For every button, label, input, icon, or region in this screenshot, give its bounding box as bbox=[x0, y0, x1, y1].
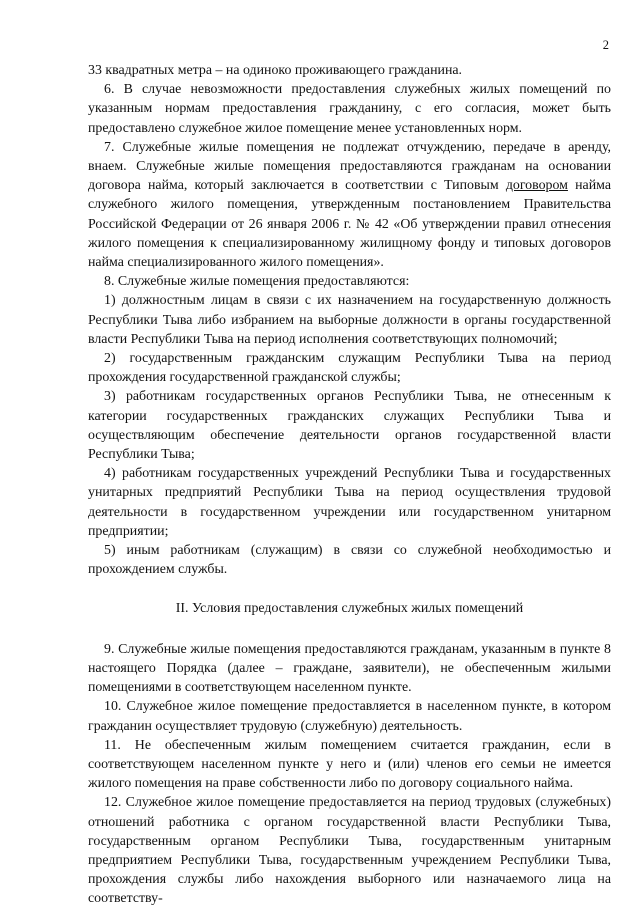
paragraph-7 bbox=[88, 138, 611, 272]
page-number: 2 bbox=[602, 38, 609, 52]
document-body bbox=[88, 61, 611, 909]
list-item-3: 3) работникам государственных органов Республики Тыва, не отнесенным к категории государственных гражданских служащих Республики Тыва и осуществляющим обеспечение деятельности органов государственной власти Республики Тыва; bbox=[88, 389, 611, 463]
paragraph-7-text-end: найма служебного жилого помещения, утвержденным постановлением Правительства Российской Федерации от 26 января 2006 г. № 42 «Об утверждении правил отнесения жилого помещения к специализированному жилищному фонду и типовых договоров найма специализированного жилого помещения». bbox=[88, 178, 611, 271]
contract-link[interactable]: договором bbox=[505, 178, 568, 194]
list-item-5: 5) иным работникам (служащим) в связи со служебной необходимостью и прохождением службы. bbox=[88, 543, 611, 578]
list-item-1: 1) должностным лицам в связи с их назначением на государственную должность Республики Тыва либо избранием на выборные должности в органы государственной власти Республики Тыва на период исполнения соответствующих полномочий; bbox=[88, 293, 611, 347]
paragraph-11: 11. Не обеспеченным жилым помещением считается гражданин, если в соответствующем населенном пункте у него и (или) членов его семьи не имеется жилого помещения на праве собственности либо по договору социального найма. bbox=[88, 737, 611, 792]
list-item-4: 4) работникам государственных учреждений Республики Тыва и государственных унитарных предприятий Республики Тыва на период осуществления трудовой деятельности в государственном учреждении или государственном унитарном предприятии; bbox=[88, 466, 611, 539]
paragraph-8: 8. Служебные жилые помещения предоставляются: bbox=[104, 274, 410, 290]
paragraph-6: 6. В случае невозможности предоставления служебных жилых помещений по указанным нормам предоставления гражданину, с его согласия, может быть предоставлено служебное жилое помещение менее установленных норм. bbox=[88, 82, 611, 136]
paragraph-norm-continuation: 33 квадратных метра – на одиноко проживающего гражданина. bbox=[88, 63, 463, 78]
list-item-2: 2) государственным гражданским служащим Республики Тыва на период прохождения государственной гражданской службы; bbox=[88, 351, 611, 386]
paragraph-7-text-start: 7. Служебные жилые помещения не подлежат отчуждению, передаче в аренду, внаем. Служебные жилые помещения предоставляются гражданам на основании договора найма, который заключается в соответствии с Типовым bbox=[88, 139, 611, 194]
paragraph-10: 10. Служебное жилое помещение предоставляется в населенном пункте, в котором гражданин осуществляет трудовую (служебную) деятельность. bbox=[88, 699, 611, 734]
paragraph-12: 12. Служебное жилое помещение предоставляется на период трудовых (служебных) отношений работника с органом государственной власти Республики Тыва, государственным органом Республики Тыва, государственным унитарным предприятием Республики Тыва, государственным учреждением Республики Тыва, прохождения службы либо нахождения выборного или назначаемого лица на соответству- bbox=[88, 795, 611, 907]
section-heading: II. Условия предоставления служебных жилых помещений bbox=[175, 601, 524, 617]
paragraph-9: 9. Служебные жилые помещения предоставляются гражданам, указанным в пункте 8 настоящего Порядка (далее – граждане, заявители), не обеспеченным жилыми помещениями в соответствующем населенном пункте. bbox=[88, 641, 611, 696]
